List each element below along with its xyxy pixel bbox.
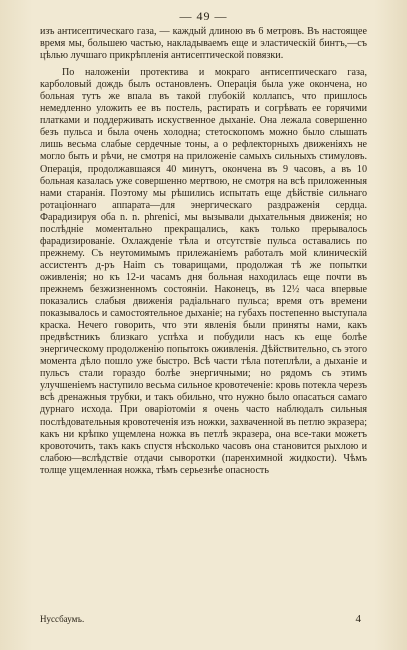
paragraph: изъ антисептическаго газа, — каждый длиною въ 6 метровъ. Въ настоящее время мы, большею частью, накладываемъ еще и эластическій бинтъ,—съ цѣлью лучшаго прикрѣпленія антисептической повязки. — [40, 26, 367, 62]
footer-author: Нуссбаумъ. — [40, 614, 85, 624]
body-text — [40, 26, 367, 477]
signature-mark: 4 — [355, 613, 361, 625]
page-number-header: — 49 — — [179, 9, 228, 23]
page-footer — [40, 613, 367, 625]
paragraph: По наложеніи протектива и мокраго антисептическаго газа, карболовый дождь былъ остановленъ. Операція была уже окончена, но больная тутъ же впала въ такой глубокій коллапсъ, что пришлось немедленно уложить ее въ постель, растирать и согрѣвать ее горячими платками и поддерживать искуственное дыханіе. Она лежала совершенно безъ пульса и была очень холодна; стетоскопомъ можно было слышать лишь весьма слабые сердечные тоны, а о рефлекторныхъ движеніяхъ не могло быть и рѣчи, не смотря на приложеніе самыхъ сильныхъ стимуловъ. Операція, продолжавшаяся 40 минутъ, окончена въ 9 часовъ, а въ 10 больная казалась уже совершенно мертвою, не смотря на всѣ приложенныя нами старанія. Поэтому мы рѣшились испытать еще дѣйствіе сильнаго ротаціоннаго аппарата—для энергическаго раздраженія сердца. Фарадизируя оба n. n. phrenici, мы вызывали дыхательныя движенія; но послѣдніе моментально прекращались, какъ только прерывалось фарадизированіе. Охлажденіе тѣла и отсутствіе пульса оставались по прежнему. Съ неутомимымъ прилежаніемъ работалъ мой клиническій ассистентъ д-ръ Haim съ товарищами, продолжая тѣ же попытки оживленія; но къ 12-и часамъ дня больная находилась еще почти въ прежнемъ безжизненномъ состояніи. Наконецъ, въ 12½ часа впервые показались слабыя движенія радіальнаго пульса; время отъ времени показывалось и самостоятельное дыханіе; на губахъ постепенно выступала краска. Нечего говорить, что эти явленія были приняты нами, какъ предвѣстникъ близкаго успѣха и побудили насъ къ еще болѣе энергическому продолженію попытокъ оживленія. Дѣйствительно, съ этого момента дѣло пошло уже быстро. Всѣ части тѣла потеплѣли, а дыханіе и пульсъ стали гораздо болѣе энергичными; но рядомъ съ этимъ улучшеніемъ наступило весьма сильное кровотеченіе: кровь потекла черезъ всѣ дренажныя трубки, и такъ обильно, что нужно было опасаться самаго дурнаго исхода. При оваріотоміи я очень часто наблюдалъ сильныя послѣдовательныя кровотеченія изъ ножки, захваченной въ петлю экразера; какъ ни крѣпко ущемлена ножка въ петлѣ экразера, она все-таки можетъ кровоточить, такъ какъ спустя нѣсколько часовъ она становится рыхлою и слабою—вслѣдствіе отдачи сыворотки (паренхимной жидкости). Чѣмъ толще ущемленная ножка, тѣмъ серьезнѣе опасность — [40, 67, 367, 476]
